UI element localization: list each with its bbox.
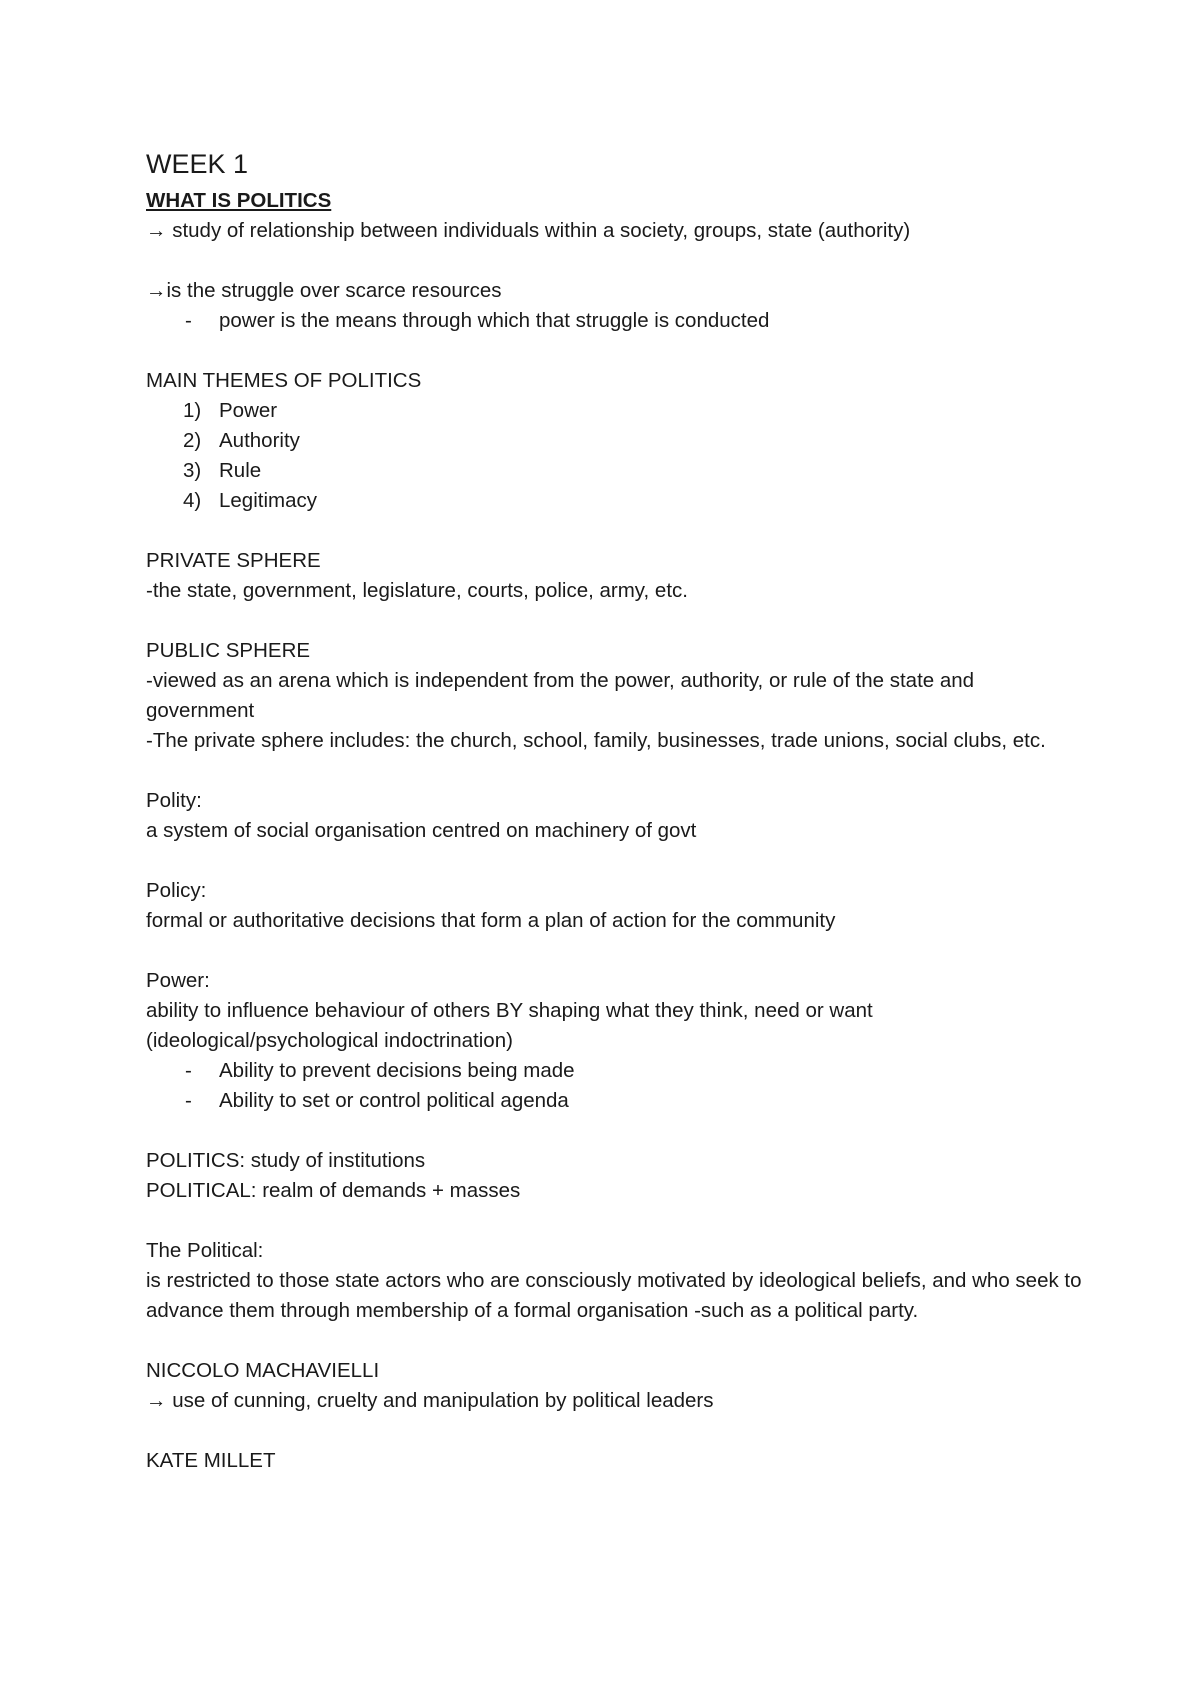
list-item-text: Authority [219,429,300,452]
power-text: ability to influence behaviour of others BY shaping what they think, need or want (ideological/psychological indoctrination) [146,999,873,1052]
power-bullet-list [146,1056,1086,1116]
document-page [146,147,1086,1476]
millet-heading: KATE MILLET [146,1449,276,1472]
list-item-text: Power [219,399,278,422]
polity-heading: Polity: [146,789,202,812]
list-item [146,426,1086,456]
list-number: 3) [183,459,202,482]
policy-text: formal or authoritative decisions that form a plan of action for the community [146,909,836,932]
list-item [146,456,1086,486]
spacer [146,1416,1086,1446]
list-item-text: Rule [219,459,262,482]
private-sphere-text: -the state, government, legislature, courts, police, army, etc. [146,579,688,602]
the-political-text: is restricted to those state actors who are consciously motivated by ideological beliefs, and who seek to advance them through membership of a formal organisation -such as a political party. [146,1269,1082,1322]
intro-line-1: → study of relationship between individuals within a society, groups, state (authority) [146,219,911,242]
list-item-text: Ability to prevent decisions being made [219,1059,575,1082]
list-item [146,1056,1086,1086]
spacer [146,336,1086,366]
machiavelli-heading: NICCOLO MACHAVIELLI [146,1359,380,1382]
intro-line-2: →is the struggle over scarce resources [146,279,502,302]
section-heading-what-is-politics: WHAT IS POLITICS [146,189,332,212]
dash-marker: - [185,1089,192,1112]
spacer [146,516,1086,546]
machiavelli-text: → use of cunning, cruelty and manipulation by political leaders [146,1389,714,1412]
spacer [146,936,1086,966]
list-item-text: Legitimacy [219,489,317,512]
list-item [146,396,1086,426]
list-number: 4) [183,489,202,512]
list-item-text: power is the means through which that struggle is conducted [219,309,770,332]
list-number: 2) [183,429,202,452]
list-item [146,306,1086,336]
spacer [146,246,1086,276]
power-heading: Power: [146,969,210,992]
policy-heading: Policy: [146,879,207,902]
dash-marker: - [185,309,192,332]
list-item-text: Ability to set or control political agenda [219,1089,569,1112]
themes-heading: MAIN THEMES OF POLITICS [146,369,422,392]
dash-marker: - [185,1059,192,1082]
list-item [146,486,1086,516]
themes-list [146,396,1086,516]
private-sphere-heading: PRIVATE SPHERE [146,549,321,572]
spacer [146,756,1086,786]
public-sphere-heading: PUBLIC SPHERE [146,639,311,662]
spacer [146,846,1086,876]
list-item [146,1086,1086,1116]
list-number: 1) [183,399,202,422]
spacer [146,1326,1086,1356]
week-title: WEEK 1 [146,149,249,179]
the-political-heading: The Political: [146,1239,264,1262]
political-definition: POLITICAL: realm of demands + masses [146,1179,521,1202]
spacer [146,606,1086,636]
public-sphere-text-2: -The private sphere includes: the church, school, family, businesses, trade unions, social clubs, etc. [146,729,1046,752]
politics-definition: POLITICS: study of institutions [146,1149,426,1172]
spacer [146,1116,1086,1146]
spacer [146,1206,1086,1236]
intro-bullet-list [146,306,1086,336]
polity-text: a system of social organisation centred on machinery of govt [146,819,697,842]
public-sphere-text-1: -viewed as an arena which is independent from the power, authority, or rule of the state and government [146,669,975,722]
